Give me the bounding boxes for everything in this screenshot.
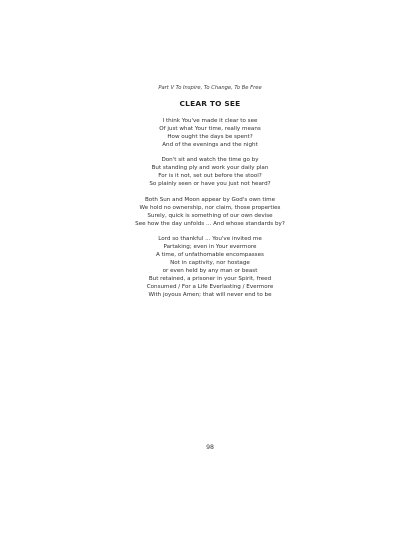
stanza: [0, 197, 420, 229]
poem-line: Don't sit and watch the time go by: [161, 157, 259, 164]
poem-line: How ought the days be spent?: [167, 133, 253, 140]
poem-line: Not in captivity, nor hostage: [170, 260, 250, 267]
stanza: [0, 236, 420, 299]
poem-line: So plainly seen or have you just not heard?: [149, 181, 271, 188]
stanza: [0, 157, 420, 189]
poem-line: With joyous Amen; that will never end to be: [148, 291, 272, 298]
poem-line: Surely, quick is something of our own devise: [147, 212, 273, 219]
poem-line: or even held by any man or beast: [162, 267, 258, 274]
poem-line: A time, of unfathomable encompasses: [156, 252, 264, 259]
poem-line: We hold no ownership, nor claim, those properties: [139, 204, 281, 211]
page-number: 98: [206, 444, 214, 451]
poem-line: Consumed / For a Life Everlasting / Evermore: [146, 283, 274, 290]
poem-title: CLEAR TO SEE: [179, 99, 241, 108]
stanza: [0, 118, 420, 150]
poem-line: Partaking; even in Your evermore: [163, 244, 257, 251]
poem-line: Both Sun and Moon appear by God's own time: [144, 196, 276, 203]
poem-line: See how the day unfolds ... And whose standards by?: [135, 220, 285, 227]
poem-line: And of the evenings and the night: [162, 141, 258, 148]
poem-line: But retained, a prisoner in your Spirit, freed: [148, 275, 272, 282]
poem-line: For is it not, set out before the stool?: [158, 173, 262, 180]
poem-line: But standing ply and work your daily plan: [151, 165, 269, 172]
poem-line: Of just what Your time, really means: [159, 125, 261, 132]
poem-body: [0, 118, 420, 307]
poem-line: I think You've made it clear to see: [162, 118, 258, 124]
running-head: Part V To Inspire, To Change, To Be Free: [158, 85, 262, 91]
poem-line: Lord so thankful ... You've invited me: [158, 236, 262, 243]
